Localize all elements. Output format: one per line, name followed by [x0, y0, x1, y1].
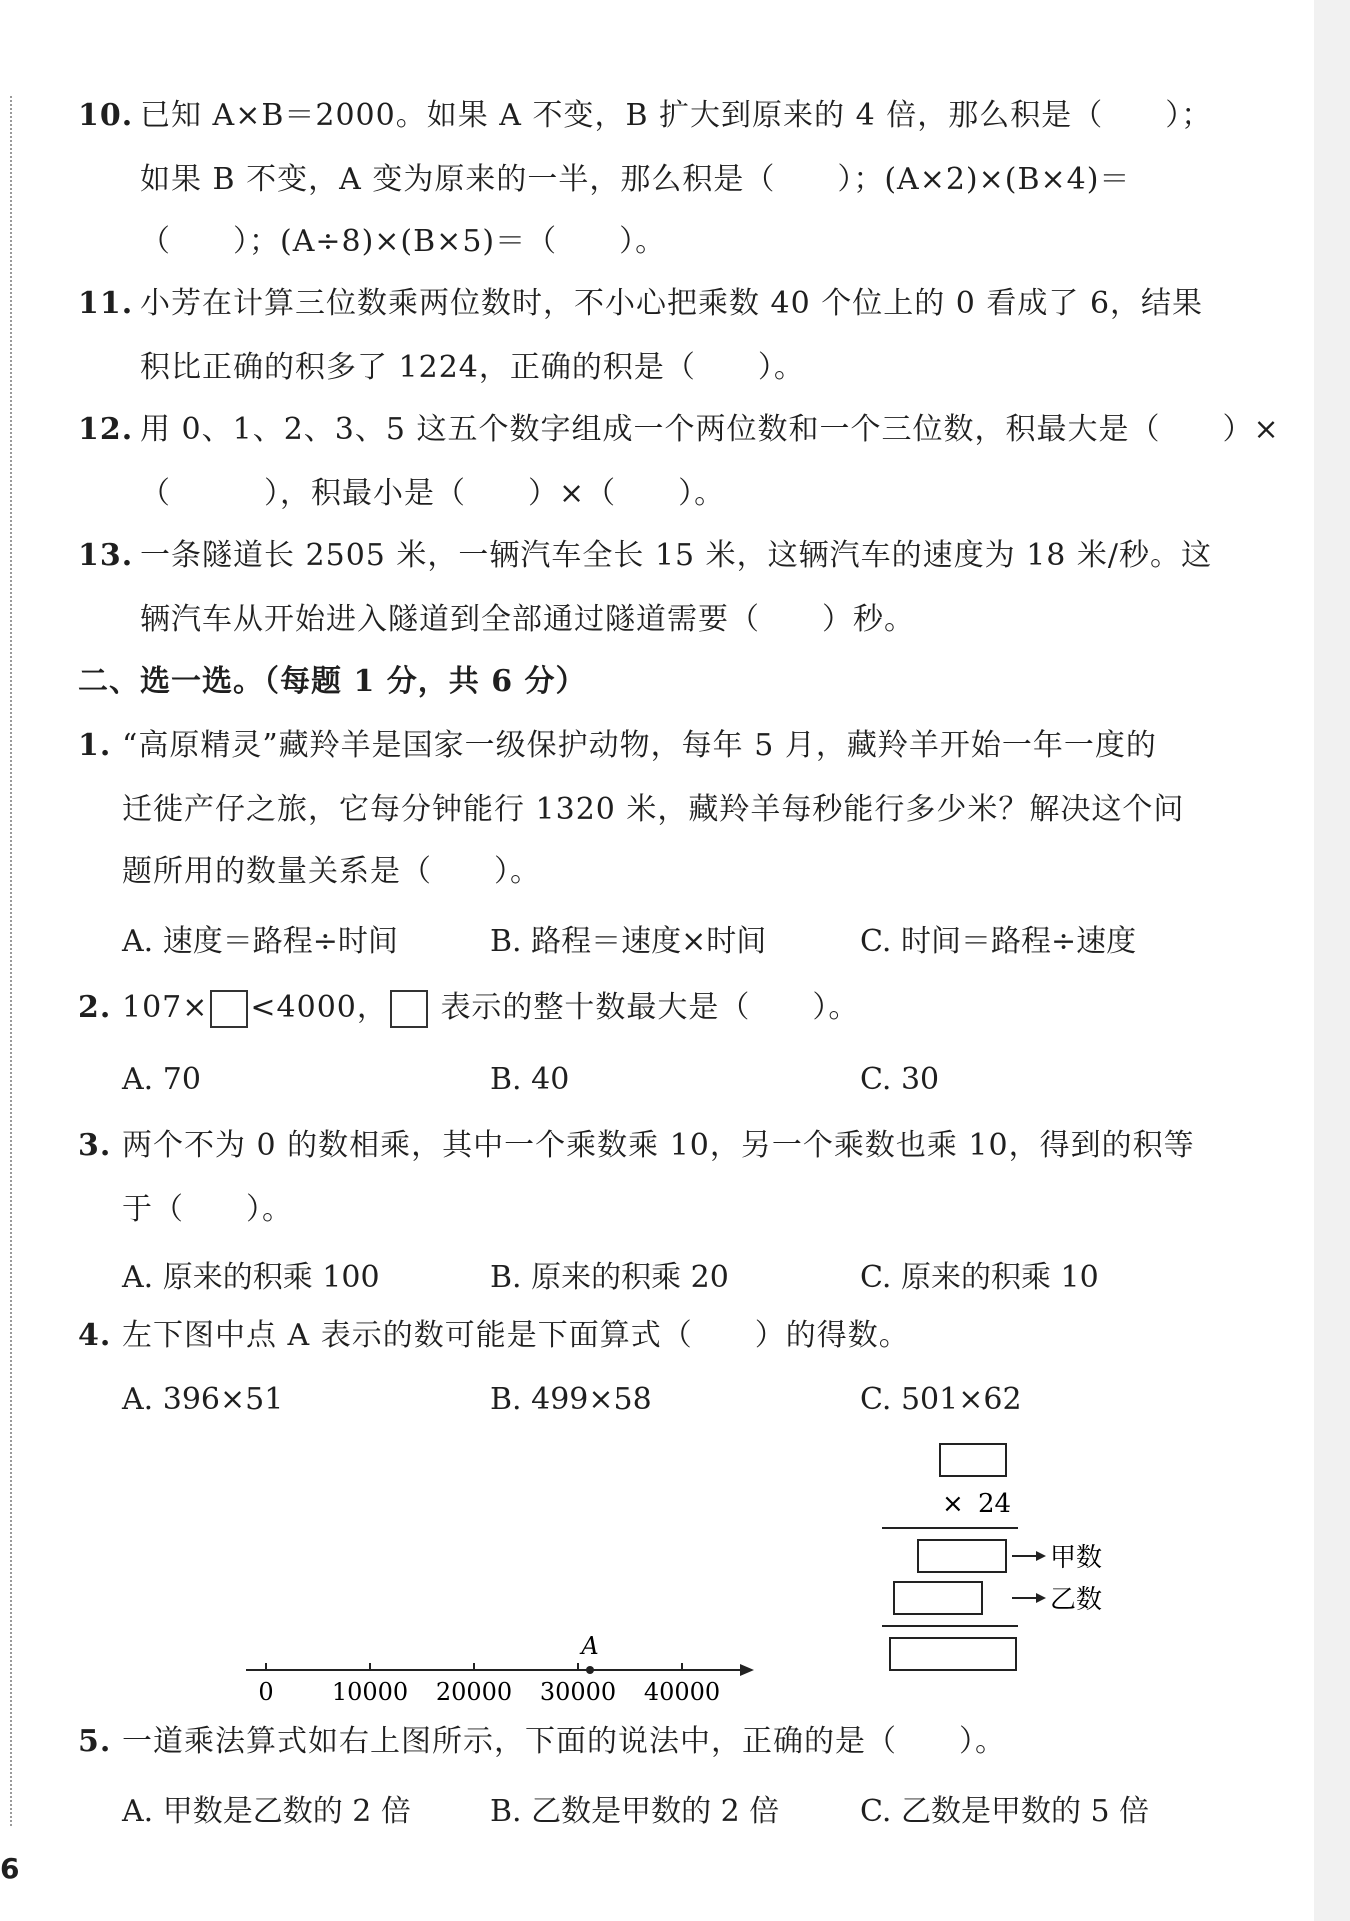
- q12-number: 12.: [78, 412, 134, 447]
- point-a-label: A: [581, 1632, 599, 1660]
- c4-option-a[interactable]: A. 396×51: [122, 1382, 284, 1417]
- arrow-jia-head: [1036, 1551, 1046, 1561]
- q13-text-2: 辆汽车从开始进入隧道到全部通过隧道需要（ ）秒。: [140, 602, 915, 637]
- c3-option-a[interactable]: A. 原来的积乘 100: [122, 1260, 380, 1295]
- number-line-tick-label: 30000: [539, 1678, 617, 1706]
- q11-text-1: 小芳在计算三位数乘两位数时，不小心把乘数 40 个位上的 0 看成了 6，结果: [140, 286, 1204, 321]
- c3-option-b[interactable]: B. 原来的积乘 20: [490, 1260, 729, 1295]
- q12-text-2: （ ），积最小是（ ）×（ ）。: [140, 476, 726, 511]
- c1-option-b[interactable]: B. 路程＝速度×时间: [490, 924, 767, 959]
- number-line-tick-label: 0: [258, 1678, 274, 1706]
- arrow-yi-head: [1036, 1593, 1046, 1603]
- c1-text-1: “高原精灵”藏羚羊是国家一级保护动物，每年 5 月，藏羚羊开始一年一度的: [122, 728, 1157, 763]
- c4-number: 4.: [78, 1318, 112, 1353]
- number-line-arrow: [740, 1664, 754, 1676]
- q11-text-2: 积比正确的积多了 1224，正确的积是（ ）。: [140, 350, 805, 385]
- c4-text-1: 左下图中点 A 表示的数可能是下面算式（ ）的得数。: [122, 1318, 910, 1353]
- c5-option-c[interactable]: C. 乙数是甲数的 5 倍: [860, 1794, 1150, 1829]
- c2-option-c[interactable]: C. 30: [860, 1062, 940, 1097]
- c3-number: 3.: [78, 1128, 112, 1163]
- partial-product-yi-box: [894, 1582, 982, 1614]
- q12-text-1: 用 0、1、2、3、5 这五个数字组成一个两位数和一个三位数，积最大是（ ）×: [140, 412, 1280, 447]
- c1-option-c[interactable]: C. 时间＝路程÷速度: [860, 924, 1137, 959]
- partial-product-jia-box: [918, 1540, 1006, 1572]
- q10-number: 10.: [78, 98, 134, 133]
- number-line-tick-label: 40000: [643, 1678, 721, 1706]
- q10-text-3: （ ）；(A÷8)×(B×5)＝（ ）。: [140, 224, 667, 259]
- c2-expression: [122, 988, 859, 1028]
- times-sign: ×: [942, 1489, 964, 1519]
- c5-option-a[interactable]: A. 甲数是乙数的 2 倍: [122, 1794, 411, 1829]
- product-box: [890, 1638, 1016, 1670]
- number-line-tick-label: 10000: [331, 1678, 409, 1706]
- c5-text-1: 一道乘法算式如右上图所示，下面的说法中，正确的是（ ）。: [122, 1724, 1006, 1759]
- c1-number: 1.: [78, 728, 112, 763]
- label-jia: 甲数: [1050, 1543, 1103, 1573]
- c5-number: 5.: [78, 1724, 112, 1759]
- c4-option-c[interactable]: C. 501×62: [860, 1382, 1022, 1417]
- c4-option-b[interactable]: B. 499×58: [490, 1382, 652, 1417]
- c3-text-2: 于（ ）。: [122, 1192, 293, 1227]
- c3-text-1: 两个不为 0 的数相乘，其中一个乘数乘 10，另一个乘数也乘 10，得到的积等: [122, 1128, 1195, 1163]
- c1-text-2: 迁徙产仔之旅，它每分钟能行 1320 米，藏羚羊每秒能行多少米？解决这个问: [122, 792, 1185, 827]
- binding-margin-line: [10, 96, 12, 1826]
- c2-option-a[interactable]: A. 70: [122, 1062, 201, 1097]
- multiplication-figure: [880, 1440, 1120, 1680]
- label-yi: 乙数: [1050, 1585, 1103, 1615]
- c2-number: 2.: [78, 990, 112, 1025]
- section-2-title: 二、选一选。（每题 1 分，共 6 分）: [78, 664, 587, 699]
- q10-text-1: 已知 A×B＝2000。如果 A 不变，B 扩大到原来的 4 倍，那么积是（ ）；: [140, 98, 1213, 133]
- q11-number: 11.: [78, 286, 134, 321]
- c2-part-1: 107×: [122, 990, 209, 1025]
- multiplicand-box: [940, 1444, 1006, 1476]
- q13-number: 13.: [78, 538, 134, 573]
- c2-part-2: <4000，: [250, 990, 388, 1025]
- c5-option-b[interactable]: B. 乙数是甲数的 2 倍: [490, 1794, 780, 1829]
- c2-option-b[interactable]: B. 40: [490, 1062, 570, 1097]
- point-a-dot: [586, 1666, 594, 1674]
- c2-part-3: 表示的整十数最大是（ ）。: [440, 990, 860, 1025]
- multiplier-value: 24: [978, 1489, 1012, 1519]
- c3-option-c[interactable]: C. 原来的积乘 10: [860, 1260, 1099, 1295]
- c1-text-3: 题所用的数量关系是（ ）。: [122, 854, 541, 889]
- number-line-tick-label: 20000: [435, 1678, 513, 1706]
- number-line-figure: [240, 1630, 760, 1710]
- page-number: 6: [0, 1852, 20, 1885]
- blank-box-2: [390, 990, 428, 1028]
- blank-box-1: [210, 990, 248, 1028]
- page-edge: [1314, 0, 1350, 1921]
- q13-text-1: 一条隧道长 2505 米，一辆汽车全长 15 米，这辆汽车的速度为 18 米/秒。这: [140, 538, 1213, 573]
- c1-option-a[interactable]: A. 速度＝路程÷时间: [122, 924, 398, 959]
- q10-text-2: 如果 B 不变，A 变为原来的一半，那么积是（ ）；(A×2)×(B×4)＝: [140, 162, 1131, 197]
